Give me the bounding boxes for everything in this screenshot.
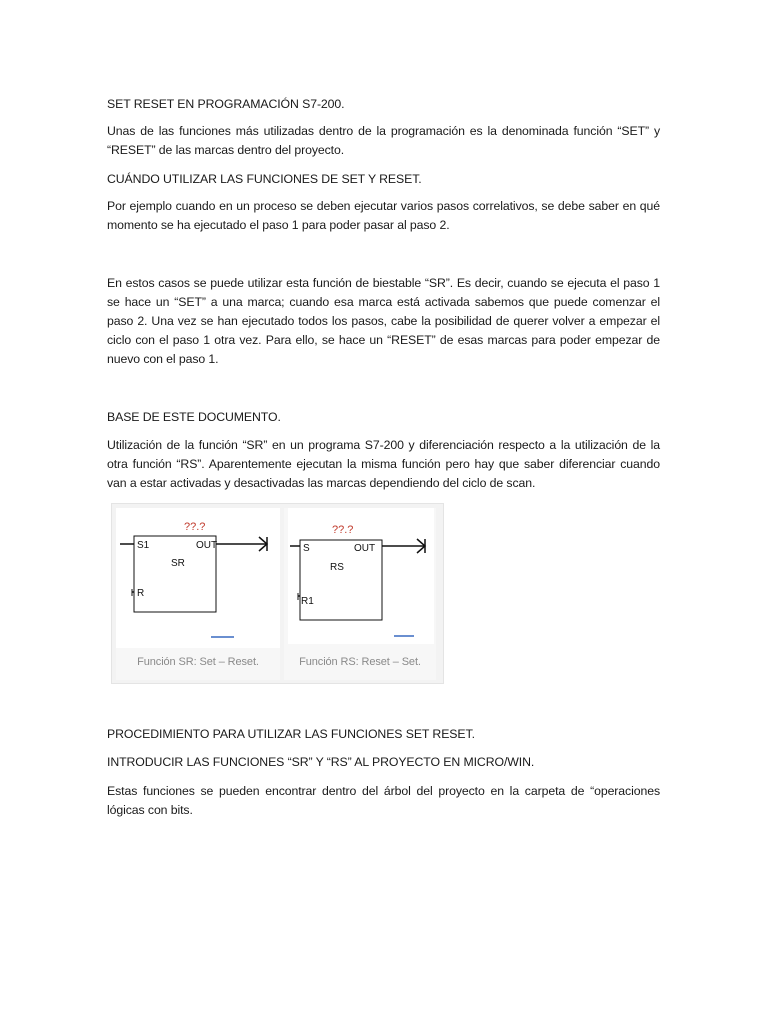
rs-function-panel <box>284 508 436 680</box>
document-title: SET RESET EN PROGRAMACIÓN S7-200. <box>107 97 345 111</box>
sr-input2-label: R <box>137 588 145 599</box>
paragraph-arbol: Estas funciones se pueden encontrar dentro del árbol del proyecto en la carpeta de “operaciones lógicas con bits. <box>107 784 660 817</box>
rs-diagram-background <box>288 508 434 644</box>
function-blocks-figure <box>111 503 444 684</box>
rs-address-label: ??.? <box>332 524 354 536</box>
rs-block-name: RS <box>330 562 344 573</box>
rs-caption: Función RS: Reset – Set. <box>299 656 421 668</box>
rs-block-diagram <box>284 508 436 644</box>
sr-function-panel <box>116 508 280 680</box>
intro-paragraph: Unas de las funciones más utilizadas dentro de la programación es la denominada función “SET” y “RESET” de las marcas dentro del proyecto. <box>107 124 660 157</box>
paragraph-ejemplo: Por ejemplo cuando en un proceso se deben ejecutar varios pasos correlativos, se debe saber en qué momento se ha ejecutado el paso 1 para poder pasar al paso 2. <box>107 199 660 232</box>
paragraph-biestable: En estos casos se puede utilizar esta función de biestable “SR”. Es decir, cuando se ejecuta el paso 1 se hace un “SET” a una marca; cuando esa marca está activada sabemos que puede comenzar el paso 2. Una vez se han ejecutado todos los pasos, cabe la posibilidad de querer volver a empezar el ciclo con el paso 1 otra vez. Para ello, se hace un “RESET” de esas marcas para poder empezar de nuevo con el paso 1. <box>107 276 660 366</box>
rs-input2-label: R1 <box>301 596 314 607</box>
sr-block-diagram <box>116 508 280 648</box>
sr-output-label: OUT <box>196 540 218 551</box>
sr-block-name: SR <box>171 558 185 569</box>
rs-input1-label: S <box>303 543 310 554</box>
section-heading-procedimiento: PROCEDIMIENTO PARA UTILIZAR LAS FUNCIONES SET RESET. <box>107 727 475 741</box>
rs-output-label: OUT <box>354 543 376 554</box>
section-heading-introducir: INTRODUCIR LAS FUNCIONES “SR” Y “RS” AL PROYECTO EN MICRO/WIN. <box>107 755 535 769</box>
sr-address-label: ??.? <box>184 521 206 533</box>
section-heading-cuando: CUÁNDO UTILIZAR LAS FUNCIONES DE SET Y RESET. <box>107 172 422 186</box>
paragraph-utilizacion: Utilización de la función “SR” en un programa S7-200 y diferenciación respecto a la utilización de la otra función “RS”. Aparentemente ejecutan la misma función pero hay que saber diferenciar cuando van a estar activadas y desactivadas las marcas dependiendo del ciclo de scan. <box>107 438 660 490</box>
section-heading-base: BASE DE ESTE DOCUMENTO. <box>107 410 281 424</box>
sr-caption: Función SR: Set – Reset. <box>137 656 259 668</box>
sr-input1-label: S1 <box>137 540 150 551</box>
